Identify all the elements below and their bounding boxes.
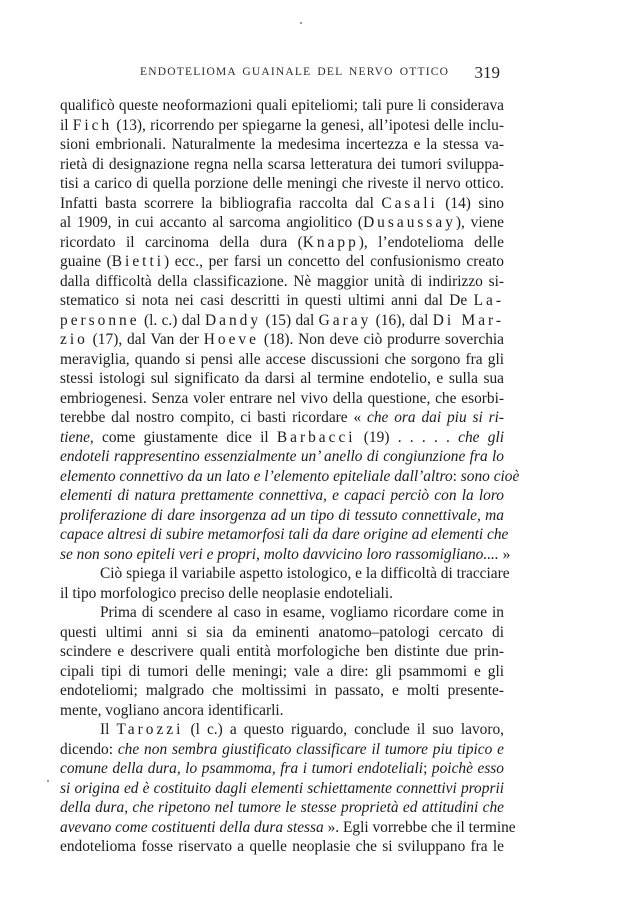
text-segment: questi ultimi anni si sia da eminenti anatomo–patologi cercato di (60, 623, 504, 641)
text-line (60, 272, 504, 292)
text-segment: Ciò spiega il variabile aspetto istologico, e la difficoltà di tracciare (100, 565, 510, 582)
text-segment: sioni embrionali. Naturalmente la medesima incertezza e la stessa va- (60, 136, 504, 153)
text-segment: (l. c.) dal (139, 311, 205, 329)
text-line (60, 584, 504, 604)
spaced-name: Casali (381, 194, 438, 212)
italic-text: elementi di natura prettamente connettiva, e capaci perciò con la loro (60, 487, 504, 504)
italic-text: si origina ed è costituito dagli elementi schiettamente connettivi proprii (60, 779, 504, 797)
text-line (60, 252, 504, 272)
spaced-name: Tarozzi (116, 721, 184, 738)
text-line (60, 837, 504, 857)
scan-speck (47, 780, 49, 782)
spaced-name: Dandy (205, 311, 262, 329)
text-segment: (19) . . . . . (355, 428, 459, 446)
text-line (60, 311, 504, 331)
text-segment: dicendo: (60, 740, 118, 758)
text-line (60, 233, 504, 253)
text-segment: (18). Non deve ciò produrre soverchia (258, 331, 504, 348)
text-segment: (17), dal Van der (87, 331, 204, 348)
text-line (60, 740, 504, 760)
text-line (60, 564, 510, 584)
text-line (60, 291, 504, 311)
running-title: ENDOTELIOMA GUAINALE DEL NERVO OTTICO (140, 66, 450, 78)
italic-text: capace altresi di subire metamorfosi tali da dare origine ad elementi che (60, 526, 509, 543)
text-segment: guaine ( (60, 253, 112, 270)
text-segment: ». Egli vorrebbe che il termine (323, 818, 516, 836)
text-line (60, 759, 504, 779)
text-segment: ), viene (455, 214, 504, 231)
text-line (60, 623, 504, 643)
italic-text: proliferazione di dare insorgenza ad un tipo di tessuto connettivale, ma (60, 506, 504, 524)
spaced-name: personne (60, 311, 140, 329)
spaced-name: Hoeve (203, 331, 259, 348)
text-line (60, 369, 504, 389)
text-segment: endoteliomi; malgrado che moltissimi in passato, e molti presente- (60, 682, 504, 699)
text-line (60, 642, 504, 662)
text-segment: (16), dal (371, 311, 433, 329)
body-text (60, 96, 520, 857)
text-line (60, 467, 520, 487)
page-number: 319 (474, 63, 500, 82)
text-line (60, 662, 504, 682)
text-line (60, 720, 504, 740)
text-line (60, 330, 504, 350)
text-segment: rietà di designazione regna nella scarsa letteratura dei tumori sviluppa- (60, 155, 504, 173)
text-line (60, 818, 516, 838)
text-segment: ), l’endotelioma delle (358, 233, 504, 251)
text-line (60, 428, 504, 448)
text-segment: tisi a carico di quella porzione delle meningi che riveste il nervo ottico. (60, 175, 504, 192)
text-segment: scindere e descrivere quali entità morfologiche ben distinte due prin- (60, 643, 504, 660)
text-line (60, 389, 504, 409)
spaced-name: Garay (318, 311, 372, 329)
text-line (60, 350, 504, 370)
scan-speck (300, 22, 302, 24)
text-segment: qualificò queste neoformazioni quali epiteliomi; tali pure li considerava (60, 97, 504, 114)
spaced-name: Dusaussay (363, 214, 456, 231)
text-segment: ) ecc., per farsi un concetto del confusionismo creato (164, 253, 504, 270)
text-line (60, 96, 504, 116)
text-line (60, 174, 504, 194)
text-segment: il tipo morfologico preciso delle neoplasie endoteliali. (60, 584, 393, 602)
text-segment: embriogenesi. Senza voler entrare nel vivo della questione, che esorbi- (60, 389, 504, 407)
italic-text: che ora dai piu si ri- (367, 409, 504, 426)
spaced-name: zio (60, 331, 88, 348)
italic-text: sono cioè (460, 467, 520, 485)
text-line (60, 779, 504, 799)
text-segment: dalla difficoltà della classificazione. Nè maggior unità di indirizzo si- (60, 272, 504, 290)
italic-text: che non sembra giustificato classificare il tumore piu tipico e (117, 740, 504, 758)
text-segment: » (502, 545, 511, 563)
text-segment: , come giustamente dice il (89, 428, 277, 446)
text-segment: Infatti basta scorrere la bibliografia raccolta dal (60, 194, 382, 212)
text-line (60, 155, 504, 175)
text-line (60, 194, 504, 214)
text-line (60, 701, 504, 721)
italic-text: che gli (458, 428, 505, 446)
italic-text: poichè esso (431, 760, 504, 777)
text-segment: ricordato il carcinoma della dura ( (60, 233, 303, 251)
italic-text: della dura, che ripetono nel tumore le stesse proprietà ed attitudini che (60, 799, 504, 816)
text-line (60, 116, 504, 136)
text-segment: meraviglia, quando si pensi alle accese discussioni che sorgono fra gli (60, 350, 504, 368)
text-segment: Il (100, 721, 117, 738)
text-line (60, 525, 509, 545)
text-line (60, 135, 504, 155)
text-segment: (15) dal (261, 311, 319, 329)
text-segment: al 1909, in cui accanto al sarcoma angiolitico ( (60, 214, 364, 231)
text-segment: (13), ricorrendo per spiegarne la genesi, all’ipotesi delle inclu- (112, 116, 504, 134)
text-segment: mente, vogliano ancora identificarli. (60, 701, 284, 719)
text-line (60, 486, 504, 506)
text-segment: cipali tipi di tumori delle meningi; vale a dire: gli psammomi e gli (60, 662, 504, 680)
spaced-name: Bietti (111, 253, 164, 270)
text-line (60, 408, 504, 428)
text-segment: (14) sino (437, 194, 504, 212)
text-line (60, 798, 504, 818)
spaced-name: Knapp (302, 233, 359, 251)
text-segment: stessi istologi sul significato da darsi al termine endotelio, e sulla sua (60, 370, 504, 387)
italic-text: tiene (60, 428, 90, 446)
text-line (60, 545, 511, 565)
text-segment: : (452, 467, 461, 485)
text-line (60, 447, 504, 467)
italic-text: avevano come costituenti della dura stessa (60, 818, 324, 836)
text-segment: (l c.) a questo riguardo, conclude il suo lavoro, (183, 721, 504, 738)
page-header (62, 63, 502, 86)
text-line (60, 681, 504, 701)
italic-text: se non sono epiteli veri e propri, molto davvicino loro rassomigliano.... (60, 545, 503, 563)
text-segment: il (60, 116, 73, 134)
spaced-name: Di Mar- (432, 311, 504, 329)
spaced-name: Fich (72, 116, 113, 134)
text-line (60, 213, 504, 233)
text-segment: endotelioma fosse riservato a quelle neoplasie che si sviluppano fra le (60, 838, 504, 855)
text-segment: terebbe dal nostro compito, ci basti ricordare « (60, 409, 368, 426)
spaced-name: Barbacci (276, 428, 356, 446)
italic-text: comune della dura, lo psammoma, fra i tumori endoteliali (60, 760, 424, 777)
spaced-name: La- (473, 292, 504, 309)
italic-text: endoteli rappresentino essenzialmente un’ anello di congiunzione fra lo (60, 448, 504, 465)
text-line (60, 603, 504, 623)
text-segment: Prima di scendere al caso in esame, vogliamo ricordare come in (100, 604, 504, 621)
text-segment: ; (423, 760, 432, 777)
italic-text: elemento connettivo da un lato e l’elemento epiteliale dall’altro (60, 467, 453, 485)
text-line (60, 506, 504, 526)
text-segment: stematico si nota nei casi descritti in questi ultimi anni dal De (60, 292, 474, 309)
